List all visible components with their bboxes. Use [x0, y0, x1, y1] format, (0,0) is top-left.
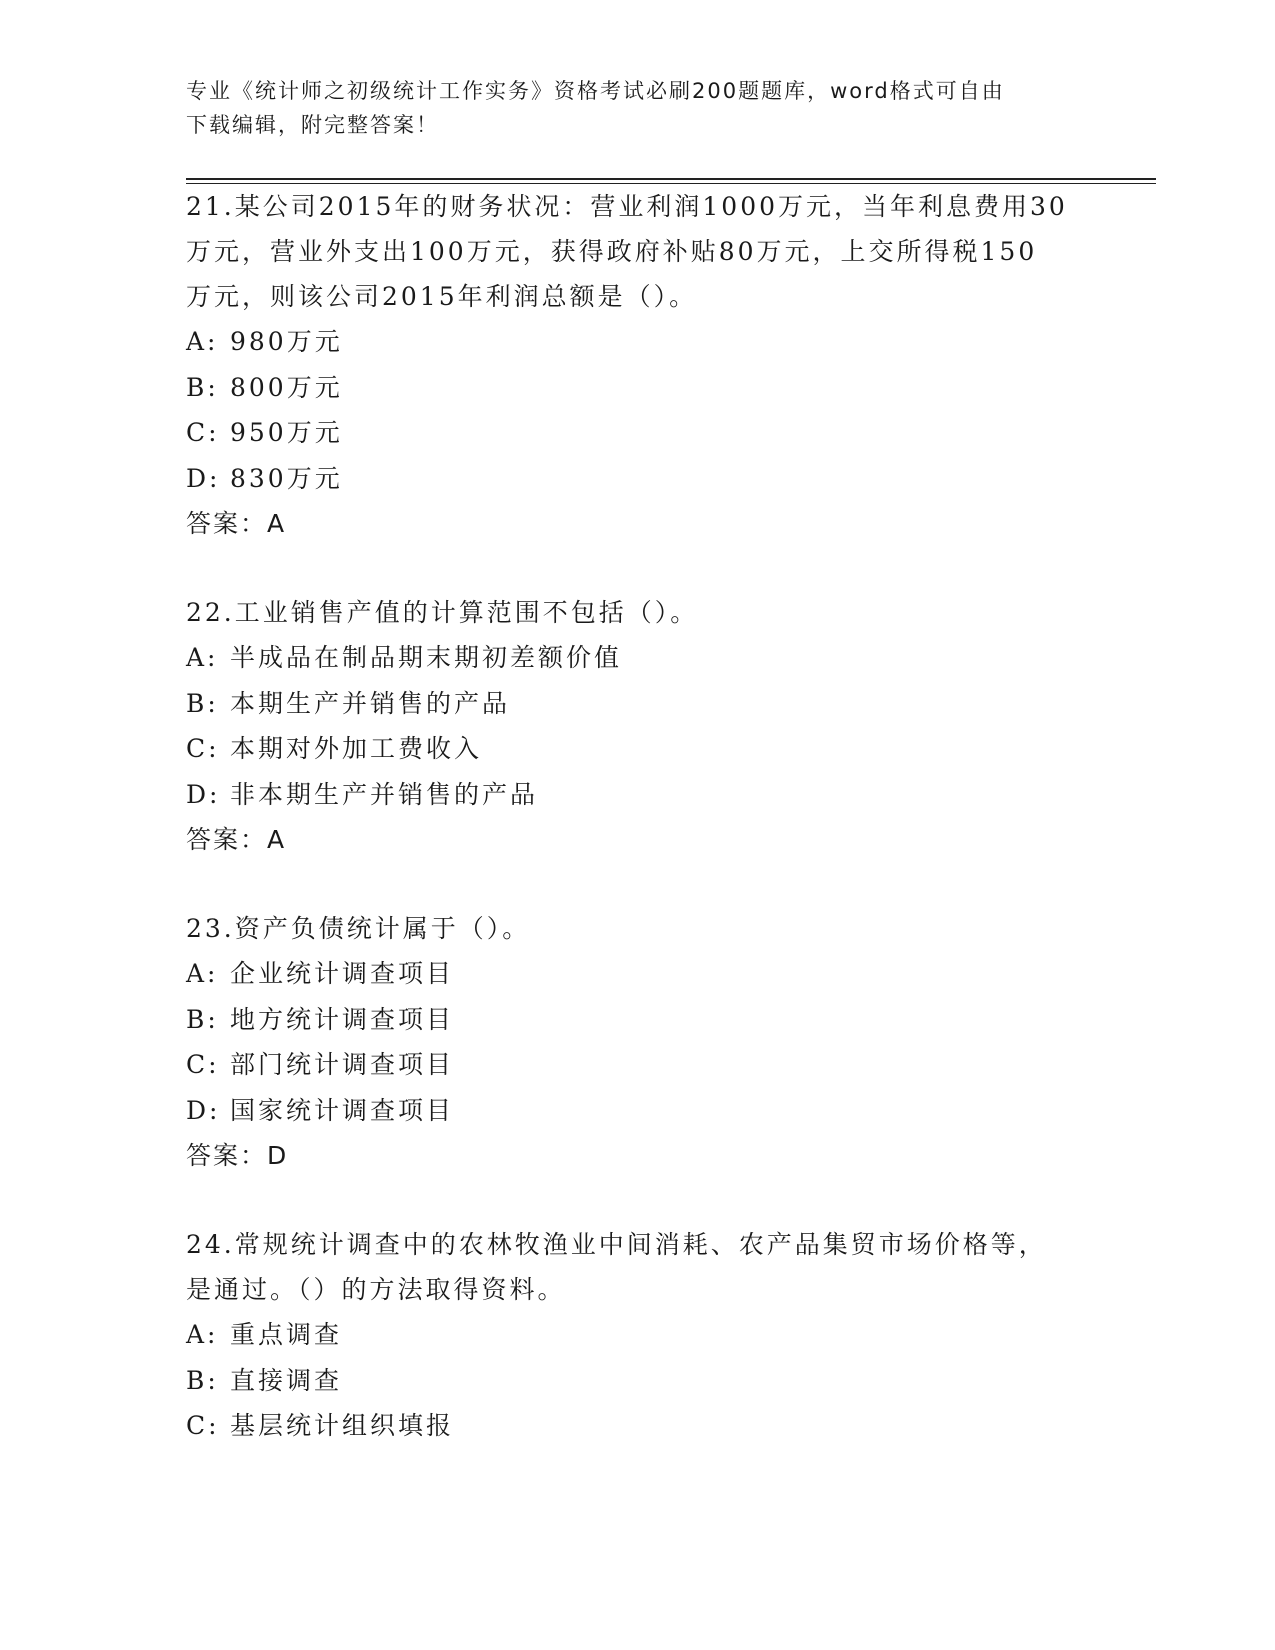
option-text: 950万元	[230, 418, 343, 447]
option-key: A:	[186, 643, 219, 672]
question-text-line: 万元，营业外支出100万元，获得政府补贴80万元，上交所得税150	[186, 237, 1038, 266]
question-21	[186, 184, 1086, 546]
option-text: 本期生产并销售的产品	[230, 688, 511, 718]
option-b	[186, 681, 1086, 727]
option-key: B:	[186, 688, 219, 718]
option-a	[186, 635, 1086, 681]
option-key: A:	[186, 959, 219, 988]
option-c	[186, 1403, 1086, 1449]
option-c	[186, 726, 1086, 772]
option-b	[186, 365, 1086, 411]
question-text-line: 24.常规统计调查中的农林牧渔业中间消耗、农产品集贸市场价格等，	[186, 1230, 1047, 1259]
option-text: 基层统计组织填报	[230, 1411, 455, 1440]
option-text: 国家统计调查项目	[230, 1095, 455, 1125]
option-text: 非本期生产并销售的产品	[230, 779, 539, 809]
option-key: D:	[186, 779, 221, 809]
option-a	[186, 951, 1086, 997]
option-text: 企业统计调查项目	[230, 959, 455, 988]
option-text: 800万元	[230, 372, 343, 402]
option-key: C:	[186, 418, 220, 447]
question-text-line: 21.某公司2015年的财务状况：营业利润1000万元，当年利息费用30	[186, 192, 1068, 221]
option-key: C:	[186, 1411, 220, 1440]
answer: 答案：A	[186, 509, 287, 538]
question-text-line: 23.资产负债统计属于（）。	[186, 914, 531, 943]
question-text-line: 是通过。（）的方法取得资料。	[186, 1275, 566, 1304]
option-text: 直接调查	[230, 1365, 343, 1395]
option-key: B:	[186, 1365, 219, 1395]
option-d	[186, 456, 1086, 502]
option-key: A:	[186, 327, 219, 356]
option-text: 地方统计调查项目	[230, 1004, 455, 1034]
option-b	[186, 1358, 1086, 1404]
answer: 答案：A	[186, 825, 287, 854]
document-header	[186, 74, 1086, 142]
option-key: B:	[186, 1004, 219, 1034]
option-text: 重点调查	[230, 1320, 343, 1349]
option-key: C:	[186, 1050, 220, 1079]
header-divider-thick	[186, 178, 1156, 180]
option-text: 830万元	[230, 463, 343, 493]
header-title-line-2: 下载编辑，附完整答案！	[186, 113, 439, 137]
option-text: 980万元	[230, 327, 343, 356]
option-key: D:	[186, 1095, 221, 1125]
question-24	[186, 1222, 1086, 1449]
option-c	[186, 410, 1086, 456]
option-a	[186, 1312, 1086, 1358]
option-b	[186, 997, 1086, 1043]
answer: 答案：D	[186, 1141, 289, 1170]
option-c	[186, 1042, 1086, 1088]
option-a	[186, 319, 1086, 365]
header-title-line-1: 专业《统计师之初级统计工作实务》资格考试必刷200题题库，word格式可自由	[186, 79, 1005, 103]
option-key: C:	[186, 734, 220, 763]
option-text: 半成品在制品期末期初差额价值	[230, 643, 623, 672]
question-23	[186, 906, 1086, 1178]
question-22	[186, 590, 1086, 862]
option-text: 本期对外加工费收入	[230, 734, 483, 763]
option-d	[186, 1088, 1086, 1134]
question-text-line: 22.工业销售产值的计算范围不包括（）。	[186, 598, 699, 627]
option-key: B:	[186, 372, 219, 402]
question-text-line: 万元，则该公司2015年利润总额是（）。	[186, 282, 698, 311]
option-key: A:	[186, 1320, 219, 1349]
option-key: D:	[186, 463, 221, 493]
option-text: 部门统计调查项目	[230, 1050, 455, 1079]
option-d	[186, 772, 1086, 818]
